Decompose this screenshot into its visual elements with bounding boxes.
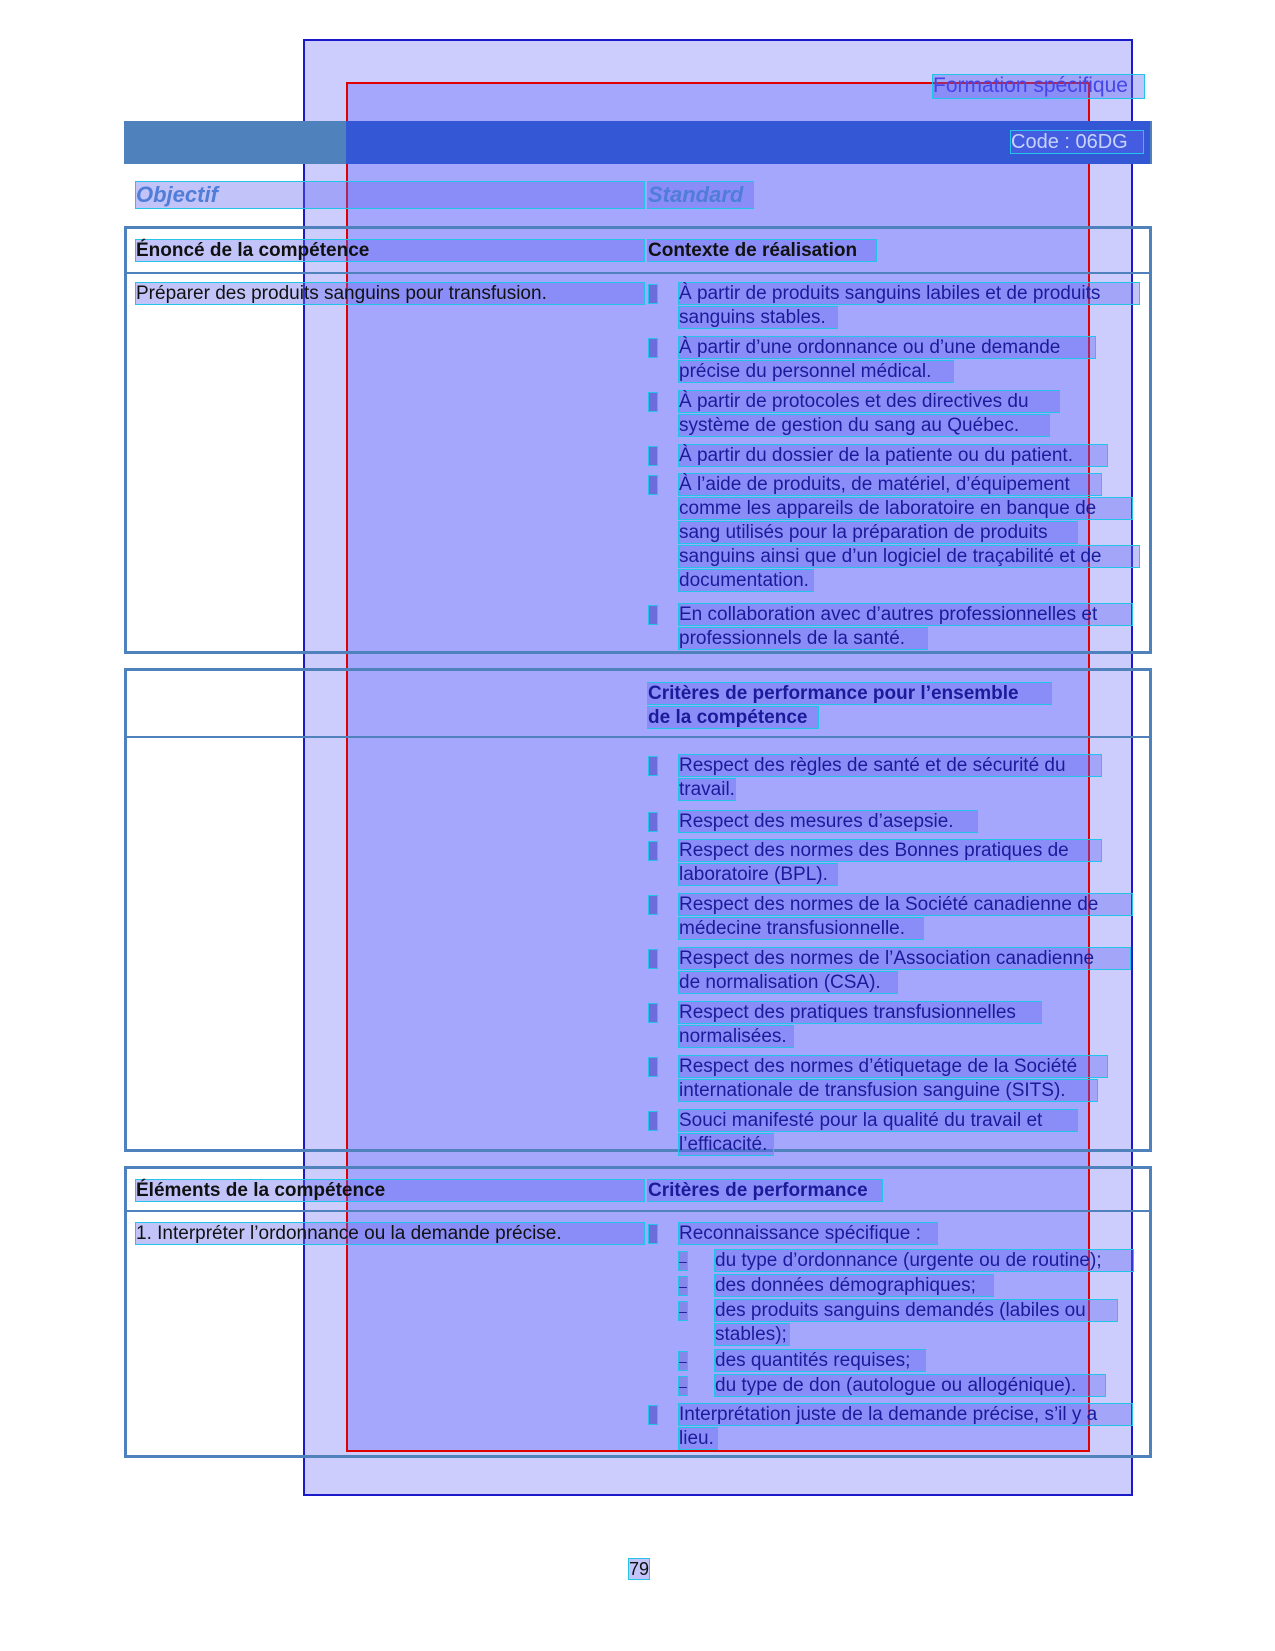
criteria-item-6-line-1: Respect des pratiques transfusionnelles bbox=[678, 1001, 1042, 1024]
bullet-icon bbox=[648, 812, 658, 832]
bullet-icon bbox=[648, 1111, 658, 1131]
bullet-icon bbox=[648, 756, 658, 776]
context-item-4: À partir du dossier de la patiente ou du patient. bbox=[678, 444, 1108, 467]
performance-bullet-1: Reconnaissance spécifique : bbox=[678, 1222, 938, 1245]
bullet-icon bbox=[648, 949, 658, 969]
sub-item-4: des quantités requises; bbox=[714, 1349, 926, 1372]
criteria-item-4-line-1: Respect des normes de la Société canadienne de bbox=[678, 893, 1133, 916]
context-item-1-line-2: sanguins stables. bbox=[678, 306, 838, 329]
performance-bullet-2-line-1: Interprétation juste de la demande précise, s’il y a bbox=[678, 1403, 1133, 1426]
context-item-3-line-1: À partir de protocoles et des directives du bbox=[678, 390, 1060, 413]
elements-title: Éléments de la compétence bbox=[135, 1179, 645, 1202]
context-item-6-line-1: En collaboration avec d’autres professionnelles et bbox=[678, 603, 1133, 626]
bullet-icon bbox=[648, 284, 658, 304]
section-divider bbox=[127, 272, 1149, 274]
competence-statement: Préparer des produits sanguins pour transfusion. bbox=[135, 282, 645, 305]
criteria-item-1-line-1: Respect des règles de santé et de sécurité du bbox=[678, 754, 1102, 777]
dash-icon: – bbox=[679, 1303, 687, 1319]
performance-criteria-title: Critères de performance bbox=[647, 1179, 883, 1202]
context-item-6-line-2: professionnels de la santé. bbox=[678, 627, 928, 650]
criteria-item-5-line-1: Respect des normes de l’Association canadienne bbox=[678, 947, 1131, 970]
criteria-item-4-line-2: médecine transfusionnelle. bbox=[678, 917, 924, 940]
criteria-item-3-line-1: Respect des normes des Bonnes pratiques de bbox=[678, 839, 1102, 862]
objectif-title: Objectif bbox=[135, 181, 645, 209]
bullet-icon bbox=[648, 1003, 658, 1023]
sub-item-3-line-1: des produits sanguins demandés (labiles ou bbox=[714, 1299, 1118, 1322]
bullet-icon bbox=[648, 895, 658, 915]
contexte-title: Contexte de réalisation bbox=[647, 239, 877, 262]
context-item-2-line-1: À partir d’une ordonnance ou d’une demande bbox=[678, 336, 1096, 359]
sub-item-3-line-2: stables); bbox=[714, 1323, 790, 1346]
bullet-icon bbox=[648, 475, 658, 495]
criteria-item-5-line-2: de normalisation (CSA). bbox=[678, 971, 898, 994]
context-item-5-line-2: comme les appareils de laboratoire en banque de bbox=[678, 497, 1133, 520]
criteria-item-7-line-2: internationale de transfusion sanguine (SITS). bbox=[678, 1079, 1098, 1102]
bullet-icon bbox=[648, 841, 658, 861]
criteria-item-6-line-2: normalisées. bbox=[678, 1025, 794, 1048]
element-1: 1. Interpréter l’ordonnance ou la demande précise. bbox=[135, 1222, 645, 1245]
context-item-1-line-1: À partir de produits sanguins labiles et de produits bbox=[678, 282, 1140, 305]
context-item-3-line-2: système de gestion du sang au Québec. bbox=[678, 414, 1050, 437]
bullet-icon bbox=[648, 392, 658, 412]
dash-icon: – bbox=[679, 1353, 687, 1369]
criteria-title-line-1: Critères de performance pour l’ensemble bbox=[647, 682, 1052, 705]
dash-icon: – bbox=[679, 1278, 687, 1294]
bullet-icon bbox=[648, 1224, 658, 1244]
context-item-5-line-1: À l’aide de produits, de matériel, d’équipement bbox=[678, 473, 1102, 496]
bullet-icon bbox=[648, 1057, 658, 1077]
standard-title: Standard bbox=[647, 181, 754, 209]
context-item-2-line-2: précise du personnel médical. bbox=[678, 360, 954, 383]
criteria-item-8-line-1: Souci manifesté pour la qualité du travail et bbox=[678, 1109, 1078, 1132]
enonce-title: Énoncé de la compétence bbox=[135, 239, 645, 262]
criteria-item-3-line-2: laboratoire (BPL). bbox=[678, 863, 838, 886]
formation-heading: Formation spécifique bbox=[932, 74, 1145, 99]
bullet-icon bbox=[648, 1405, 658, 1425]
context-item-5-line-5: documentation. bbox=[678, 569, 814, 592]
sub-item-2: des données démographiques; bbox=[714, 1274, 994, 1297]
criteria-title-line-2: de la compétence bbox=[647, 706, 819, 729]
bullet-icon bbox=[648, 338, 658, 358]
criteria-item-7-line-1: Respect des normes d’étiquetage de la Société bbox=[678, 1055, 1108, 1078]
bullet-icon bbox=[648, 605, 658, 625]
bullet-icon bbox=[648, 446, 658, 466]
dash-icon: – bbox=[679, 1253, 687, 1269]
criteria-item-1-line-2: travail. bbox=[679, 779, 735, 800]
context-item-5-line-4: sanguins ainsi que d’un logiciel de traçabilité et de bbox=[678, 545, 1140, 568]
sub-item-5: du type de don (autologue ou allogénique). bbox=[714, 1374, 1106, 1397]
sub-item-1: du type d’ordonnance (urgente ou de routine); bbox=[714, 1249, 1134, 1272]
code-label: Code : 06DG bbox=[1010, 130, 1144, 154]
dash-icon: – bbox=[679, 1378, 687, 1394]
context-item-5-line-3: sang utilisés pour la préparation de produits bbox=[678, 521, 1078, 544]
section-divider bbox=[127, 736, 1149, 738]
page-number: 79 bbox=[629, 1559, 650, 1579]
performance-bullet-2-line-2: lieu. bbox=[678, 1427, 718, 1450]
criteria-item-8-line-2: l’efficacité. bbox=[678, 1133, 774, 1156]
section-divider bbox=[127, 1210, 1149, 1212]
criteria-item-2: Respect des mesures d’asepsie. bbox=[678, 810, 978, 833]
